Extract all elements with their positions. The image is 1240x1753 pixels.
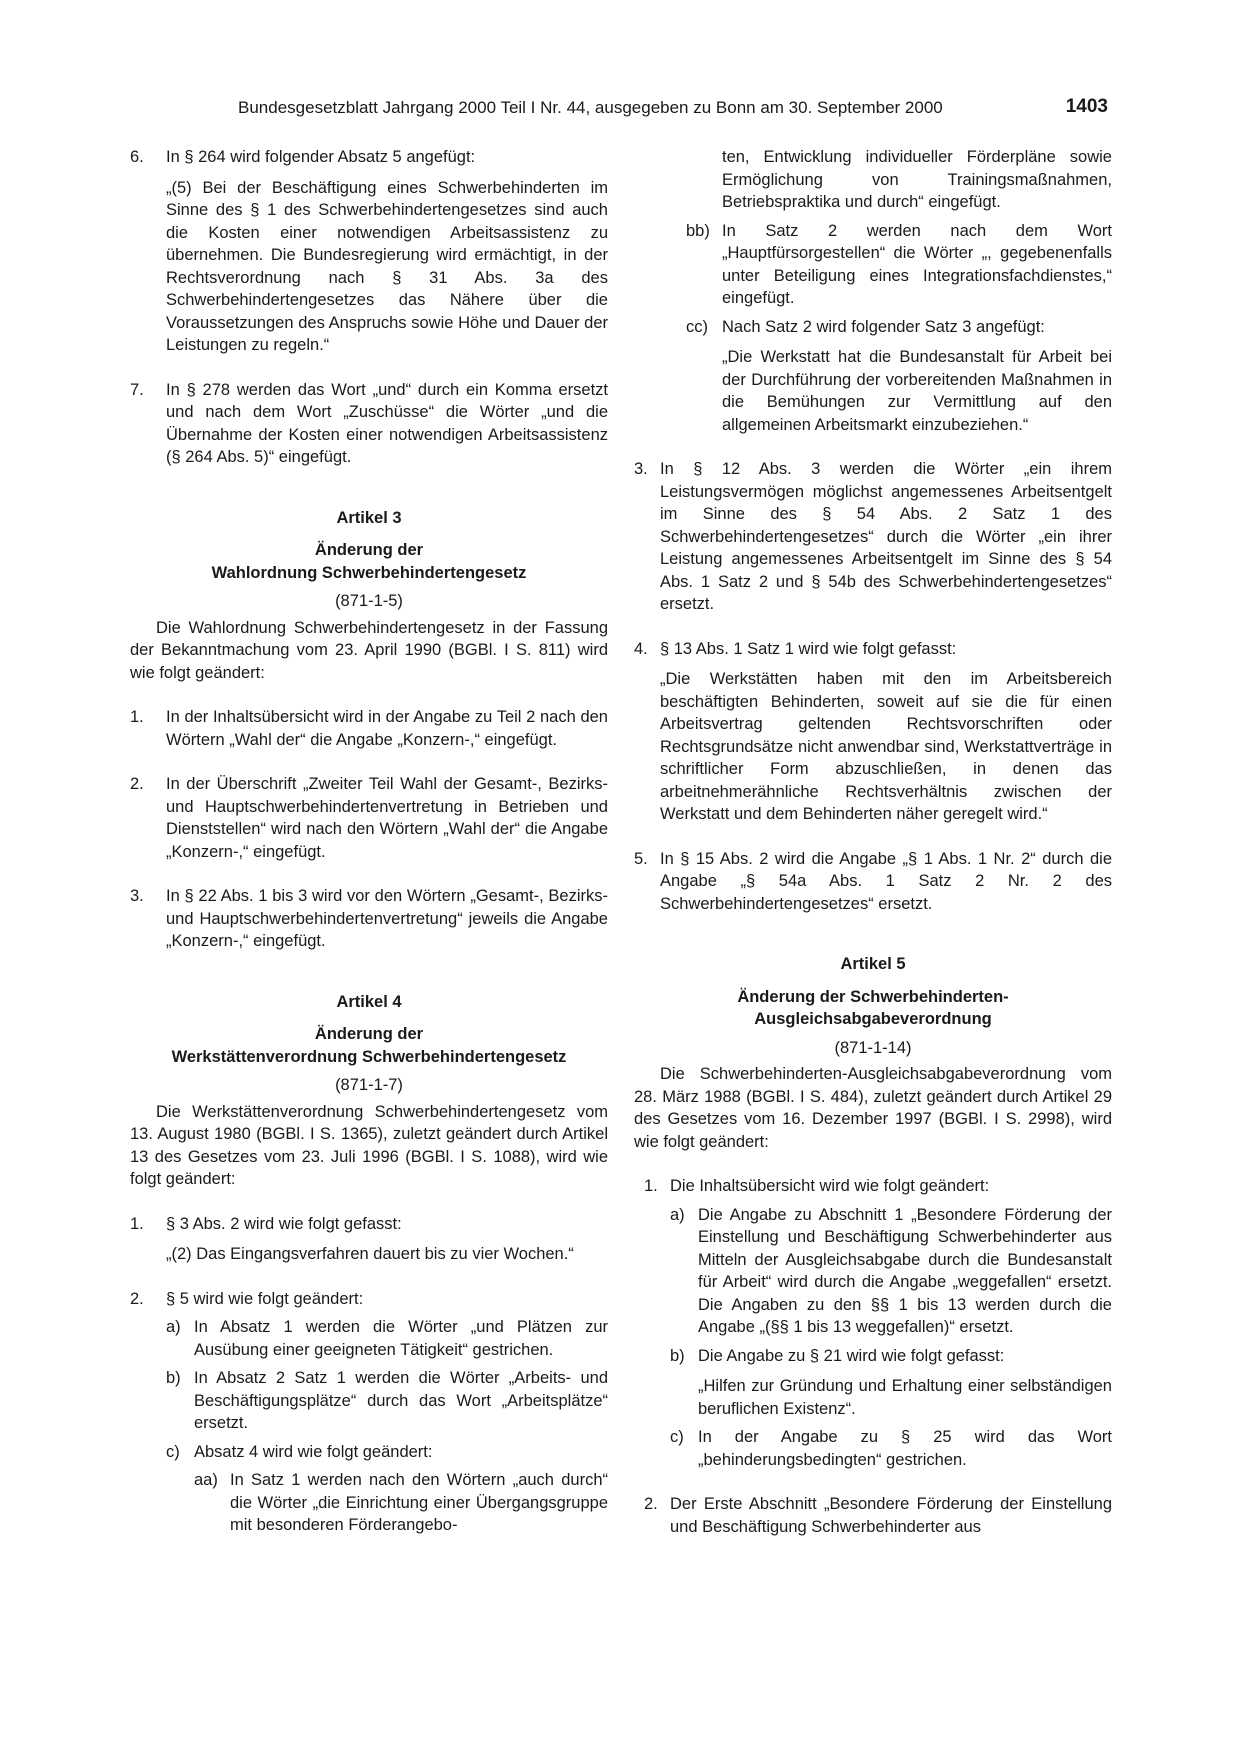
quoted-text: „(2) Das Eingangsverfahren dauert bis zu vier Wochen.“ bbox=[166, 1245, 574, 1263]
sub-sub-item-label: aa) bbox=[194, 1471, 218, 1489]
item-number: 3. bbox=[130, 887, 144, 905]
sub-item-text: In Absatz 2 Satz 1 werden die Wörter „Arbeits- und Beschäftigungsplätze“ durch das Wort „Arbeitsplätze“ ersetzt. bbox=[194, 1369, 608, 1432]
list-item bbox=[634, 848, 1112, 916]
article-heading: Änderung der Schwerbehinderten- bbox=[737, 987, 1009, 1006]
item-text: § 5 wird wie folgt geändert: bbox=[166, 1289, 364, 1308]
item-text: In § 278 werden das Wort „und“ durch ein Komma ersetzt und nach dem Wort „Zuschüsse“ die Wörter „und die Übernahme der Kosten einer notwendigen Arbeitsassistenz (§ 264 Abs. 5)“ eingefügt. bbox=[166, 380, 608, 466]
item-number: 2. bbox=[130, 775, 144, 793]
quoted-text: „Hilfen zur Gründung und Erhaltung einer selbständigen beruflichen Existenz“. bbox=[698, 1377, 1112, 1418]
left-column bbox=[130, 146, 608, 1537]
sub-item bbox=[166, 1316, 608, 1361]
item-text: § 3 Abs. 2 wird wie folgt gefasst: bbox=[166, 1214, 402, 1233]
item-number: 6. bbox=[130, 148, 144, 166]
quoted-text: „Die Werkstatt hat die Bundesanstalt für Arbeit bei der Durchführung der vorbereitenden Maßnahmen in die Bemühungen zur Vermittlung auf den allgemeinen Arbeitsmarkt einzubeziehen.“ bbox=[722, 348, 1112, 434]
sub-item-label: c) bbox=[670, 1428, 684, 1446]
page-number: 1403 bbox=[1065, 96, 1108, 117]
page-header bbox=[0, 98, 1240, 128]
sub-item-text: In der Angabe zu § 25 wird das Wort „behinderungsbedingten“ gestrichen. bbox=[698, 1428, 1112, 1469]
sub-item-text: In Absatz 1 werden die Wörter „und Plätzen zur Ausübung einer geeigneten Tätigkeit“ gestrichen. bbox=[194, 1318, 608, 1359]
sub-item-text: Die Angabe zu Abschnitt 1 „Besondere Förderung der Einstellung und Beschäftigung Schwerbehinderter aus Mitteln der Ausgleichsabgabe durch die Bundesanstalt für Arbeit“ wird durch die Angabe „weggefallen“ ersetzt. Die Angaben zu den §§ 1 bis 13 werden durch die Angabe „(§§ 1 bis 13 weggefallen)“ ersetzt. bbox=[698, 1205, 1112, 1336]
sub-item-label: b) bbox=[670, 1346, 685, 1365]
item-text: In § 12 Abs. 3 werden die Wörter „ein ihrem Leistungsvermögen möglichst angemessenes Arbeitsentgelt im Sinne des § 54 Abs. 2 Satz 1 des Schwerbehindertengesetzes“ durch die Wörter „ein ihrer Leistung angemessenes Arbeitsentgelt im Sinne des § 54 Abs. 1 Satz 2 und § 54b des Schwerbehindertengesetzes“ ersetzt. bbox=[660, 460, 1112, 613]
item-text: Der Erste Abschnitt „Besondere Förderung der Einstellung und Beschäftigung Schwerbehinderter aus bbox=[670, 1495, 1112, 1536]
article-code: (871-1-14) bbox=[834, 1038, 912, 1057]
article-intro: Die Schwerbehinderten-Ausgleichsabgabeverordnung vom 28. März 1988 (BGBl. I S. 484), zuletzt geändert durch Artikel 29 des Gesetzes vom 16. Dezember 1997 (BGBl. I S. 2998), wird wie folgt geändert: bbox=[634, 1065, 1112, 1151]
list-item bbox=[130, 1213, 608, 1266]
article-heading: Werkstättenverordnung Schwerbehindertengesetz bbox=[171, 1047, 567, 1066]
sub-sub-item-text: In Satz 2 werden nach dem Wort „Hauptfürsorgestellen“ die Wörter „, gegebenenfalls unter Beteiligung eines Integrationsfachdienstes,“ eingefügt. bbox=[722, 221, 1112, 307]
article-heading: Änderung der bbox=[314, 1025, 424, 1043]
list-item bbox=[644, 1493, 1112, 1538]
item-number: 1. bbox=[130, 1214, 144, 1233]
item-text: In § 22 Abs. 1 bis 3 wird vor den Wörtern „Gesamt-, Bezirks- und Hauptschwerbehindertenvertretung“ jeweils die Angabe „Konzern-,“ eingefügt. bbox=[166, 887, 608, 950]
sub-sub-item-label: bb) bbox=[686, 221, 710, 240]
article-code: (871-1-7) bbox=[335, 1076, 403, 1094]
item-number: 2. bbox=[130, 1289, 144, 1308]
list-item bbox=[644, 1175, 1112, 1471]
list-item bbox=[130, 885, 608, 953]
sub-sub-item-text: Nach Satz 2 wird folgender Satz 3 angefügt: bbox=[722, 317, 1045, 336]
article-heading: Ausgleichsabgabeverordnung bbox=[754, 1010, 992, 1028]
list-item bbox=[130, 379, 608, 469]
quoted-text: „(5) Bei der Beschäftigung eines Schwerbehinderten im Sinne des § 1 des Schwerbehindertengesetzes sind auch die Kosten einer notwendigen Arbeitsassistenz zu übernehmen. Die Bundesregierung wird ermächtigt, in der Rechtsverordnung nach § 31 Abs. 3a des Schwerbehindertengesetzes das Nähere über die Voraussetzungen des Anspruchs sowie Höhe und Dauer der Leistungen zu regeln.“ bbox=[166, 178, 608, 354]
item-number: 2. bbox=[644, 1495, 658, 1513]
article-title: Artikel 4 bbox=[336, 992, 402, 1011]
item-text: In der Inhaltsübersicht wird in der Angabe zu Teil 2 nach den Wörtern „Wahl der“ die Angabe „Konzern-,“ eingefügt. bbox=[166, 708, 608, 749]
right-column bbox=[634, 146, 1112, 1538]
sub-item-label: a) bbox=[670, 1205, 685, 1224]
article-heading: Änderung der bbox=[314, 541, 424, 559]
sub-sub-item bbox=[686, 220, 1112, 310]
sub-item bbox=[670, 1204, 1112, 1339]
sub-sub-item-label: cc) bbox=[686, 317, 708, 336]
sub-sub-item-text: In Satz 1 werden nach den Wörtern „auch durch“ die Wörter „die Einrichtung einer Übergangsgruppe mit besonderen Förderangebo- bbox=[230, 1471, 608, 1534]
sub-item-label: c) bbox=[166, 1442, 180, 1461]
sub-item bbox=[166, 1441, 608, 1537]
list-item bbox=[130, 706, 608, 751]
list-item bbox=[130, 146, 608, 357]
sub-item bbox=[166, 1367, 608, 1435]
item-number: 1. bbox=[130, 708, 144, 726]
item-text: In § 264 wird folgender Absatz 5 angefügt: bbox=[166, 148, 476, 166]
quoted-text: „Die Werkstätten haben mit den im Arbeitsbereich beschäftigten Behinderten, soweit auf sie die für einen Arbeitsvertrag geltenden Rechtsvorschriften oder Rechtsgrundsätze nicht anwendbar sind, Werkstattverträge in schriftlicher Form abzuschließen, in denen das arbeitnehmerähnliche Rechtsverhältnis zwischen der Werkstatt und dem Behinderten näher geregelt wird.“ bbox=[660, 670, 1112, 823]
article-code: (871-1-5) bbox=[335, 592, 403, 610]
article-title: Artikel 5 bbox=[840, 955, 906, 973]
item-number: 1. bbox=[644, 1177, 658, 1195]
article-title: Artikel 3 bbox=[336, 508, 402, 527]
sub-item-text: Die Angabe zu § 21 wird wie folgt gefasst: bbox=[698, 1346, 1005, 1365]
item-text: § 13 Abs. 1 Satz 1 wird wie folgt gefasst: bbox=[660, 639, 957, 658]
item-text: In der Überschrift „Zweiter Teil Wahl der Gesamt-, Bezirks- und Hauptschwerbehindertenvertretung in Betrieben und Dienststellen“ wird nach den Wörtern „Wahl der“ die Angabe „Konzern-,“ eingefügt. bbox=[166, 775, 608, 861]
sub-item bbox=[670, 1345, 1112, 1421]
list-item bbox=[634, 458, 1112, 616]
article-intro: Die Werkstättenverordnung Schwerbehindertengesetz vom 13. August 1980 (BGBl. I S. 1365), zuletzt geändert durch Artikel 13 des Gesetzes vom 23. Juli 1996 (BGBl. I S. 1088), wird wie folgt geändert: bbox=[130, 1102, 608, 1188]
item-number: 4. bbox=[634, 639, 648, 658]
sub-item-text: Absatz 4 wird wie folgt geändert: bbox=[194, 1442, 433, 1461]
sub-sub-item bbox=[686, 316, 1112, 437]
item-number: 7. bbox=[130, 380, 144, 399]
article-intro: Die Wahlordnung Schwerbehindertengesetz in der Fassung der Bekanntmachung vom 23. April 1990 (BGBl. I S. 811) wird wie folgt geändert: bbox=[130, 618, 608, 682]
item-text: Die Inhaltsübersicht wird wie folgt geändert: bbox=[670, 1177, 990, 1195]
sub-sub-item bbox=[194, 1469, 608, 1537]
item-number: 3. bbox=[634, 460, 648, 478]
list-item bbox=[130, 1288, 608, 1537]
item-number: 5. bbox=[634, 849, 648, 868]
list-item bbox=[130, 773, 608, 863]
list-item bbox=[634, 638, 1112, 826]
sub-item-label: a) bbox=[166, 1318, 181, 1336]
item-text: In § 15 Abs. 2 wird die Angabe „§ 1 Abs. 1 Nr. 2“ durch die Angabe „§ 54a Abs. 1 Satz 2 Nr. 2 des Schwerbehindertengesetzes“ ersetzt. bbox=[660, 849, 1112, 913]
article-heading: Wahlordnung Schwerbehindertengesetz bbox=[211, 563, 527, 582]
continued-text: ten, Entwicklung individueller Förderpläne sowie Ermöglichung von Trainingsmaßnahmen, Betriebspraktika und durch“ eingefügt. bbox=[722, 148, 1112, 211]
header-title: Bundesgesetzblatt Jahrgang 2000 Teil I Nr. 44, ausgegeben zu Bonn am 30. September 2000 bbox=[238, 98, 943, 117]
sub-item bbox=[670, 1426, 1112, 1471]
sub-item-label: b) bbox=[166, 1369, 181, 1387]
